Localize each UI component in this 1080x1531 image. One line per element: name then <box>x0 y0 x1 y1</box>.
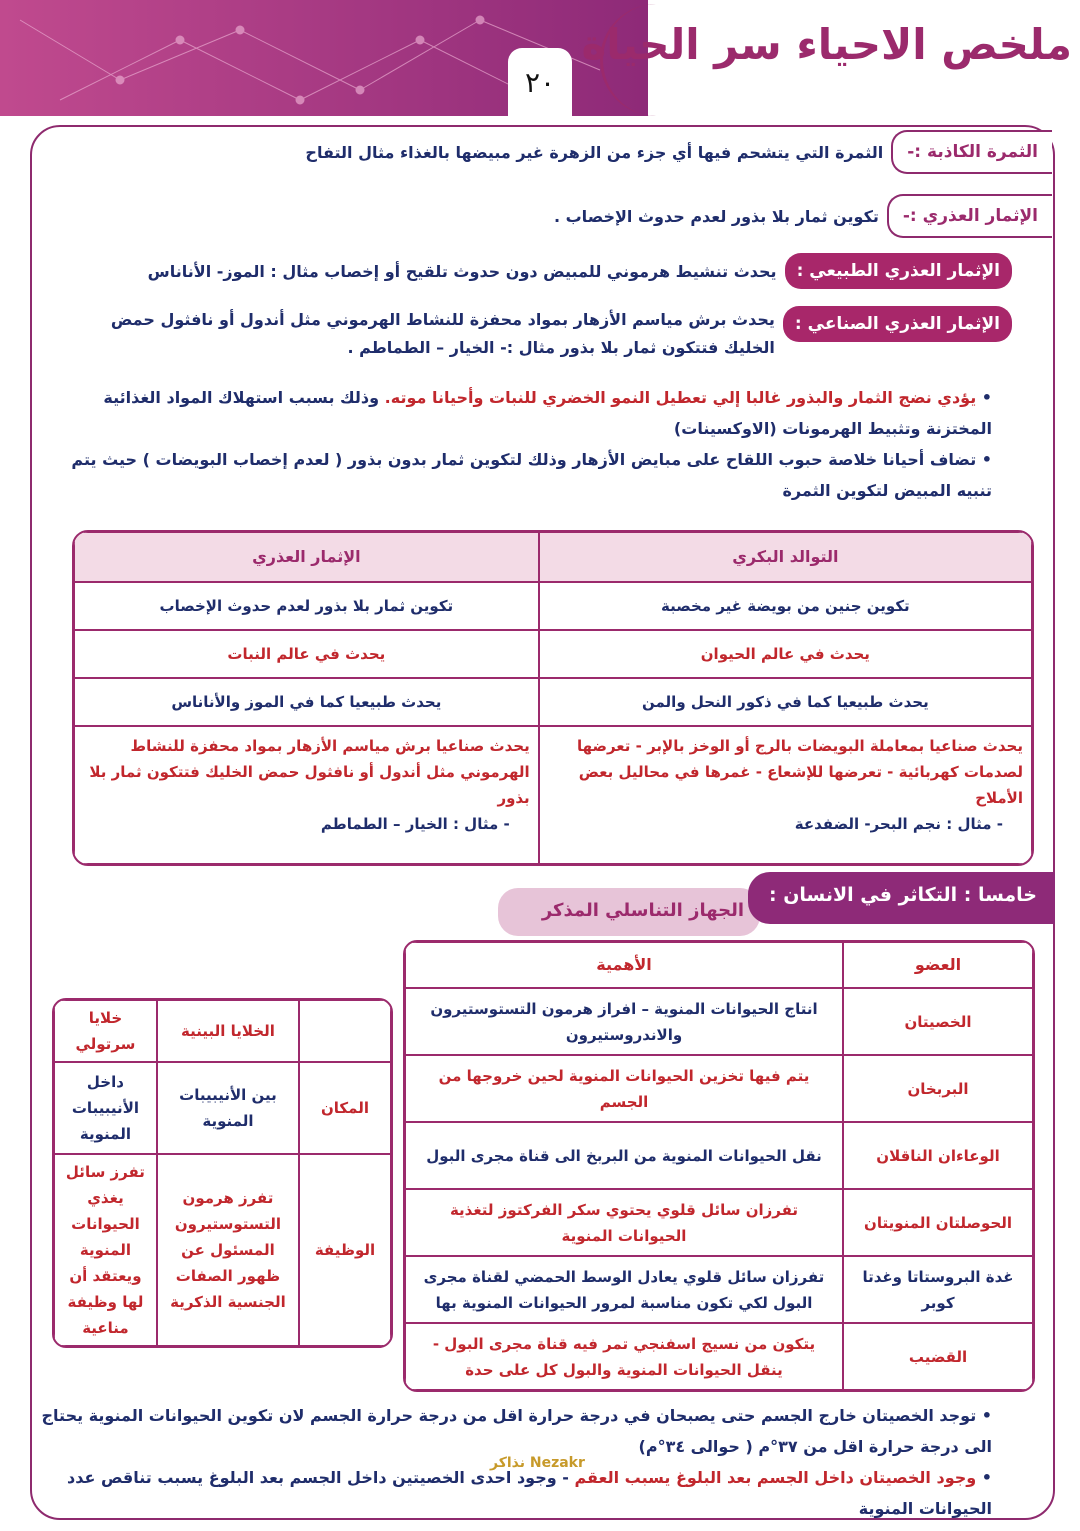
table-row <box>405 1256 1033 1323</box>
column-header: الإثمار العذري <box>74 532 539 582</box>
definition-label: الإثمار العذري الطبيعي : <box>785 253 1012 289</box>
organ-name: الخصيتان <box>843 988 1033 1055</box>
column-header: خلايا سرتولي <box>54 1000 157 1062</box>
bullet-note: • توجد الخصيتان خارج الجسم حتى يصبحان في درجة حرارة اقل من درجة حرارة الجسم لان تكوين الحيوانات المنوية يحتاج الى درجة حرارة اقل من ٣٧°م ( حوالى ٣٤°م) <box>32 1400 992 1462</box>
table-cell: بين الأنيبيبات المنوية <box>157 1062 299 1154</box>
organ-importance: نقل الحيوانات المنوية من البربخ الى قناة مجرى البول <box>405 1122 843 1189</box>
bullet-note: • تضاف أحيانا خلاصة حبوب اللقاح على مبايض الأزهار وذلك لتكوين ثمار بدون بذور ( لعدم إخصاب البويضات ) حيث يتم تنبيه المبيض لتكوين الثمرة <box>32 444 992 506</box>
table-cell <box>299 1000 391 1062</box>
table-cell: يحدث في عالم النبات <box>74 630 539 678</box>
table-cell: يحدث طبيعيا كما في الموز والأناناس <box>74 678 539 726</box>
table-cell: داخل الأنيبيبات المنوية <box>54 1062 157 1154</box>
definition-text: تكوين ثمار بلا بذور لعدم حدوث الإخصاب . <box>553 206 879 226</box>
nezakr-logo: Nezakr نذاكر <box>490 1455 585 1471</box>
table-cell: يحدث في عالم الحيوان <box>539 630 1032 678</box>
organ-name: الوعاءان الناقلان <box>843 1122 1033 1189</box>
bullet-note: • يؤدي نضج الثمار والبذور غالبا إلي تعطيل النمو الخضري للنبات وأحيانا موته. وذلك بسبب استهلاك المواد الغذائية المختزنة وتثبيط الهرمونات (الاوكسينات) <box>72 382 992 444</box>
table-cell: تكوين ثمار بلا بذور لعدم حدوث الإخصاب <box>74 582 539 630</box>
definition-artificial-parthenocarpy <box>55 306 1012 362</box>
table-row <box>405 1189 1033 1256</box>
table-cell: يحدث صناعيا برش مياسم الأزهار بمواد محفزة للنشاط الهرموني مثل أندول أو نافثول حمض الخليك فتتكون ثمار بلا بذور - مثال : الخيار – الطماطم <box>74 726 539 864</box>
definition-label: الإثمار العذري :- <box>887 194 1052 238</box>
comparison-table <box>72 530 1034 866</box>
column-header: التوالد البكري <box>539 532 1032 582</box>
table-cell: تكوين جنين من بويضة غير مخصبة <box>539 582 1032 630</box>
definition-text: يحدث تنشيط هرموني للمبيض دون حدوث تلقيح أو إخصاب مثال : الموز- الأناناس <box>147 261 777 281</box>
organ-importance: تفرزان سائل قلوي يعادل الوسط الحمضي لقناة مجرى البول لكي تكون مناسبة لمرور الحيوانات المنوية بها <box>405 1256 843 1323</box>
table-cell: يحدث صناعيا بمعاملة البويضات بالرج أو الوخز بالإبر - تعرضها لصدمات كهربائية - تعرضها للإشعاع - غمرها في محاليل بعض الأملاح - مثال : نجم البحر- الضفدعة <box>539 726 1032 864</box>
organ-importance: يتم فيها تخزين الحيوانات المنوية لحين خروجها من الجسم <box>405 1055 843 1122</box>
table-cell: تفرز سائل يغذي الحيوانات المنوية ويعتقد أن لها وظيفة مناعية <box>54 1154 157 1346</box>
organ-name: البربخان <box>843 1055 1033 1122</box>
column-header: العضو <box>843 942 1033 988</box>
organ-name: القضيب <box>843 1323 1033 1390</box>
organs-table <box>403 940 1035 1392</box>
table-cell: يحدث طبيعيا كما في ذكور النحل والمن <box>539 678 1032 726</box>
bullet-note: • وجود الخصيتان داخل الجسم بعد البلوغ يسبب العقم - وجود احدى الخصيتين داخل الجسم بعد البلوغ يسبب تناقص عدد الحيوانات المنوية <box>32 1462 992 1524</box>
definition-false-fruit <box>305 130 1052 174</box>
definition-natural-parthenocarpy <box>148 253 1012 289</box>
page-number: ٢٠ <box>508 48 572 116</box>
column-header: الخلايا البينية <box>157 1000 299 1062</box>
definition-label: الثمرة الكاذبة :- <box>891 130 1052 174</box>
row-header: المكان <box>299 1062 391 1154</box>
definition-text: يحدث برش مياسم الأزهار بمواد محفزة للنشاط الهرموني مثل أندول أو نافثول حمض الخليك فتتكون ثمار بلا بذور مثال :- الخيار – الطماطم . <box>110 310 775 357</box>
organ-importance: انتاج الحيوانات المنوية – افراز هرمون التستوستيرون والاندروستيرون <box>405 988 843 1055</box>
definition-parthenocarpy <box>554 194 1052 238</box>
definition-label: الإثمار العذري الصناعي : <box>783 306 1012 342</box>
definition-text: الثمرة التي يتشحم فيها أي جزء من الزهرة غير مبيضها بالغذاء مثال التفاح <box>305 142 884 162</box>
table-row <box>405 1122 1033 1189</box>
organ-importance: يتكون من نسيج اسفنجي تمر فيه قناة مجرى البول - ينقل الحيوانات المنوية والبول كل على حدة <box>405 1323 843 1390</box>
table-row <box>405 988 1033 1055</box>
section-title: خامسا : التكاثر في الانسان : <box>748 872 1055 924</box>
column-header: الأهمية <box>405 942 843 988</box>
table-row <box>405 1055 1033 1122</box>
subsection-title: الجهاز التناسلي المذكر <box>498 888 760 936</box>
table-row <box>405 1323 1033 1390</box>
row-header: الوظيفة <box>299 1154 391 1346</box>
organ-name: غدة البروستاتا وغدتا كوبر <box>843 1256 1033 1323</box>
cells-table <box>52 998 393 1348</box>
organ-name: الحوصلتان المنويتان <box>843 1189 1033 1256</box>
page-title: ملخص الاحياء سر الحياة <box>581 20 1072 69</box>
organ-importance: تفرزان سائل قلوي يحتوي سكر الفركتوز لتغذية الحيوانات المنوية <box>405 1189 843 1256</box>
table-cell: تفرز هرمون التستوستيرون المسئول عن ظهور الصفات الجنسية الذكرية <box>157 1154 299 1346</box>
